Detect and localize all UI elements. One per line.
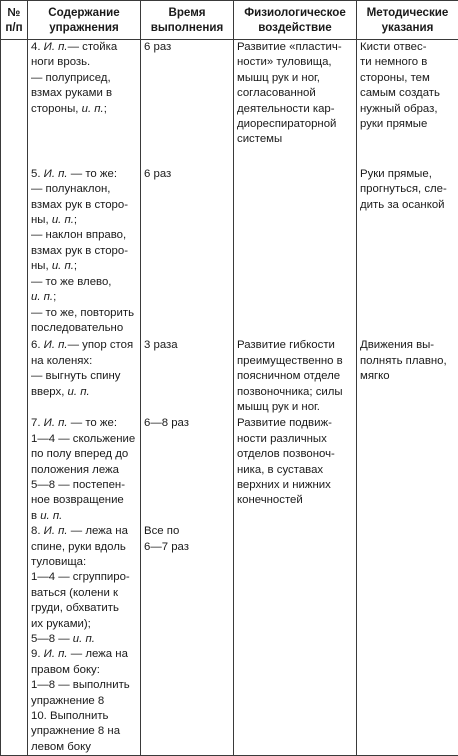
cell-content bbox=[28, 524, 141, 756]
content-line bbox=[31, 213, 137, 228]
table-row bbox=[1, 148, 458, 336]
cell-notes bbox=[357, 148, 458, 336]
notes-line: мягко bbox=[360, 369, 455, 384]
content-text: — лежа на bbox=[68, 525, 128, 537]
content-text: вверх, bbox=[31, 386, 68, 398]
table-row bbox=[1, 524, 458, 756]
content-text: ; bbox=[74, 214, 77, 226]
content-line bbox=[31, 555, 137, 570]
header-notes-line: Методические bbox=[359, 5, 456, 20]
content-line bbox=[31, 432, 137, 447]
cell-number bbox=[1, 415, 28, 524]
content-text: и. п. bbox=[73, 633, 95, 645]
notes-line: самым создать bbox=[360, 86, 455, 101]
cell-time bbox=[141, 40, 234, 148]
content-text: и. п. bbox=[68, 386, 90, 398]
content-line bbox=[31, 617, 137, 632]
content-text: упражнение 8 bbox=[31, 695, 104, 707]
content-line bbox=[31, 663, 137, 678]
content-text: 1—4 — скольжение bbox=[31, 433, 135, 445]
effect-line: позвоночника; силы bbox=[237, 385, 353, 400]
cell-time bbox=[141, 524, 234, 756]
cell-number bbox=[1, 148, 28, 336]
content-line bbox=[31, 275, 137, 290]
content-text: ваться (колени к bbox=[31, 587, 118, 599]
content-text: левом боку bbox=[31, 741, 91, 753]
effect-line: Развитие «пластич- bbox=[237, 40, 353, 55]
content-text: ны, bbox=[31, 214, 52, 226]
effect-line: системы bbox=[237, 132, 353, 147]
content-line bbox=[31, 244, 137, 259]
content-text: ; bbox=[74, 260, 77, 272]
content-text: в bbox=[31, 510, 40, 522]
content-line bbox=[31, 338, 137, 353]
notes-line: Движения вы- bbox=[360, 338, 455, 353]
content-line bbox=[31, 40, 137, 55]
content-line bbox=[31, 385, 137, 400]
content-text: И. п. bbox=[44, 339, 68, 351]
content-line bbox=[31, 509, 137, 524]
content-text: взмах руками в bbox=[31, 87, 112, 99]
content-text: — то же: bbox=[68, 168, 117, 180]
time-line: Все по bbox=[144, 524, 230, 539]
cell-notes bbox=[357, 336, 458, 415]
content-line bbox=[31, 570, 137, 585]
effect-line: ности» туловища, bbox=[237, 55, 353, 70]
notes-line: ти немного в bbox=[360, 55, 455, 70]
header-effect bbox=[234, 1, 357, 40]
content-text: И. п. bbox=[44, 168, 68, 180]
content-line bbox=[31, 369, 137, 384]
content-text: взмах рук в сторо- bbox=[31, 199, 128, 211]
content-text: 8. bbox=[31, 525, 44, 537]
header-effect-line: Физиологическое bbox=[236, 5, 354, 20]
header-notes-line: указания bbox=[359, 20, 456, 35]
content-text: на коленях: bbox=[31, 355, 92, 367]
cell-content bbox=[28, 336, 141, 415]
content-text: И. п. bbox=[44, 525, 68, 537]
content-text: И. п. bbox=[44, 648, 68, 660]
content-line bbox=[31, 601, 137, 616]
content-text: ноги врозь. bbox=[31, 56, 90, 68]
content-text: ны, bbox=[31, 260, 52, 272]
content-text: и. п. bbox=[52, 260, 74, 272]
header-effect-line: воздействие bbox=[236, 20, 354, 35]
cell-time bbox=[141, 336, 234, 415]
content-line bbox=[31, 694, 137, 709]
content-text: — лежа на bbox=[68, 648, 128, 660]
effect-line: согласованной bbox=[237, 86, 353, 101]
content-text: и. п. bbox=[40, 510, 62, 522]
content-text: — полунаклон, bbox=[31, 183, 110, 195]
content-line bbox=[31, 321, 137, 336]
content-line bbox=[31, 724, 137, 739]
header-content-line: Содержание bbox=[30, 5, 138, 20]
content-text: — стойка bbox=[68, 41, 118, 53]
content-line bbox=[31, 259, 137, 274]
effect-line: Развитие гибкости bbox=[237, 338, 353, 353]
header-time-line: выполнения bbox=[143, 20, 231, 35]
cell-notes bbox=[357, 40, 458, 148]
content-text: последовательно bbox=[31, 322, 123, 334]
cell-content bbox=[28, 415, 141, 524]
header-time bbox=[141, 1, 234, 40]
content-text: 5—8 — постепен- bbox=[31, 479, 125, 491]
effect-line: деятельности кар- bbox=[237, 102, 353, 117]
content-text: И. п. bbox=[44, 41, 68, 53]
header-time-line: Время bbox=[143, 5, 231, 20]
content-line bbox=[31, 632, 137, 647]
cell-notes bbox=[357, 415, 458, 524]
effect-line: мышц рук и ног. bbox=[237, 400, 353, 415]
content-line bbox=[31, 71, 137, 86]
content-text: 4. bbox=[31, 41, 44, 53]
notes-line: Кисти отвес- bbox=[360, 40, 455, 55]
effect-line: диореспираторной bbox=[237, 117, 353, 132]
content-text: 10. Выполнить bbox=[31, 710, 109, 722]
content-text: 7. bbox=[31, 417, 44, 429]
effect-line: отделов позвоноч- bbox=[237, 447, 353, 462]
content-text: правом боку: bbox=[31, 664, 100, 676]
effect-line: поясничном отделе bbox=[237, 369, 353, 384]
cell-time bbox=[141, 148, 234, 336]
notes-line: стороны, тем bbox=[360, 71, 455, 86]
content-text: ; bbox=[104, 103, 107, 115]
header-content-line: упражнения bbox=[30, 20, 138, 35]
content-text: спине, руки вдоль bbox=[31, 541, 126, 553]
content-text: 5. bbox=[31, 168, 44, 180]
time-line: 6—7 раз bbox=[144, 540, 230, 555]
content-line bbox=[31, 290, 137, 305]
table-row bbox=[1, 336, 458, 415]
content-line bbox=[31, 416, 137, 431]
time-line: 6 раз bbox=[144, 167, 230, 182]
content-line bbox=[31, 86, 137, 101]
notes-line: прогнуться, сле- bbox=[360, 182, 455, 197]
content-text: по полу вперед до bbox=[31, 448, 128, 460]
content-text: ное возвращение bbox=[31, 494, 124, 506]
effect-line: Развитие подвиж- bbox=[237, 416, 353, 431]
notes-line: Руки прямые, bbox=[360, 167, 455, 182]
content-line bbox=[31, 586, 137, 601]
content-line bbox=[31, 102, 137, 117]
content-line bbox=[31, 524, 137, 539]
content-text: стороны, bbox=[31, 103, 82, 115]
content-text: И. п. bbox=[44, 417, 68, 429]
content-line bbox=[31, 182, 137, 197]
content-text: 6. bbox=[31, 339, 44, 351]
cell-time bbox=[141, 415, 234, 524]
cell-content bbox=[28, 40, 141, 148]
content-text: груди, обхватить bbox=[31, 602, 119, 614]
content-text: — полуприсед, bbox=[31, 72, 111, 84]
cell-effect bbox=[234, 336, 357, 415]
cell-effect bbox=[234, 148, 357, 336]
content-text: и. п. bbox=[82, 103, 104, 115]
table-body bbox=[1, 40, 458, 756]
content-line bbox=[31, 228, 137, 243]
cell-effect bbox=[234, 524, 357, 756]
content-text: взмах рук в сторо- bbox=[31, 245, 128, 257]
effect-line: верхних и нижних bbox=[237, 478, 353, 493]
content-text: 1—4 — сгруппиро- bbox=[31, 571, 130, 583]
header-number-line: п/п bbox=[3, 20, 25, 35]
header-notes bbox=[357, 1, 458, 40]
content-line bbox=[31, 478, 137, 493]
content-text: упражнение 8 на bbox=[31, 725, 120, 737]
effect-line: мышц рук и ног, bbox=[237, 71, 353, 86]
content-line bbox=[31, 647, 137, 662]
content-text: и. п. bbox=[52, 214, 74, 226]
table-row bbox=[1, 415, 458, 524]
content-text: 1—8 — выполнить bbox=[31, 679, 130, 691]
cell-effect bbox=[234, 40, 357, 148]
notes-line: дить за осанкой bbox=[360, 198, 455, 213]
content-line bbox=[31, 167, 137, 182]
content-line bbox=[31, 463, 137, 478]
content-line bbox=[31, 740, 137, 755]
time-line: 6—8 раз bbox=[144, 416, 230, 431]
notes-line: нужный образ, bbox=[360, 102, 455, 117]
header-number bbox=[1, 1, 28, 40]
header-number-line: № bbox=[3, 5, 25, 20]
content-line bbox=[31, 198, 137, 213]
cell-effect bbox=[234, 415, 357, 524]
content-text: ; bbox=[53, 291, 56, 303]
content-text: — наклон вправо, bbox=[31, 229, 126, 241]
cell-number bbox=[1, 336, 28, 415]
notes-line: руки прямые bbox=[360, 117, 455, 132]
cell-number bbox=[1, 40, 28, 148]
content-line bbox=[31, 709, 137, 724]
effect-line: конечностей bbox=[237, 493, 353, 508]
content-text: положения лежа bbox=[31, 464, 119, 476]
content-line bbox=[31, 540, 137, 555]
content-line bbox=[31, 447, 137, 462]
content-line bbox=[31, 55, 137, 70]
content-text: и. п. bbox=[31, 291, 53, 303]
time-line: 3 раза bbox=[144, 338, 230, 353]
effect-line: ника, в суставах bbox=[237, 463, 353, 478]
content-text: — то же влево, bbox=[31, 276, 111, 288]
content-text: 9. bbox=[31, 648, 44, 660]
content-text: — то же, повторить bbox=[31, 307, 134, 319]
header-content bbox=[28, 1, 141, 40]
header-row bbox=[1, 1, 458, 40]
content-text: — то же: bbox=[68, 417, 117, 429]
effect-line: преимущественно в bbox=[237, 354, 353, 369]
content-line bbox=[31, 678, 137, 693]
table-row bbox=[1, 40, 458, 148]
time-line: 6 раз bbox=[144, 40, 230, 55]
content-line bbox=[31, 306, 137, 321]
notes-line: полнять плавно, bbox=[360, 354, 455, 369]
content-line bbox=[31, 354, 137, 369]
content-text: — упор стоя bbox=[68, 339, 134, 351]
content-line bbox=[31, 493, 137, 508]
content-text: их руками); bbox=[31, 618, 91, 630]
content-text: — выгнуть спину bbox=[31, 370, 120, 382]
cell-notes bbox=[357, 524, 458, 756]
content-text: 5—8 — bbox=[31, 633, 73, 645]
content-text: туловища: bbox=[31, 556, 86, 568]
cell-content bbox=[28, 148, 141, 336]
cell-number bbox=[1, 524, 28, 756]
effect-line: ности различных bbox=[237, 432, 353, 447]
